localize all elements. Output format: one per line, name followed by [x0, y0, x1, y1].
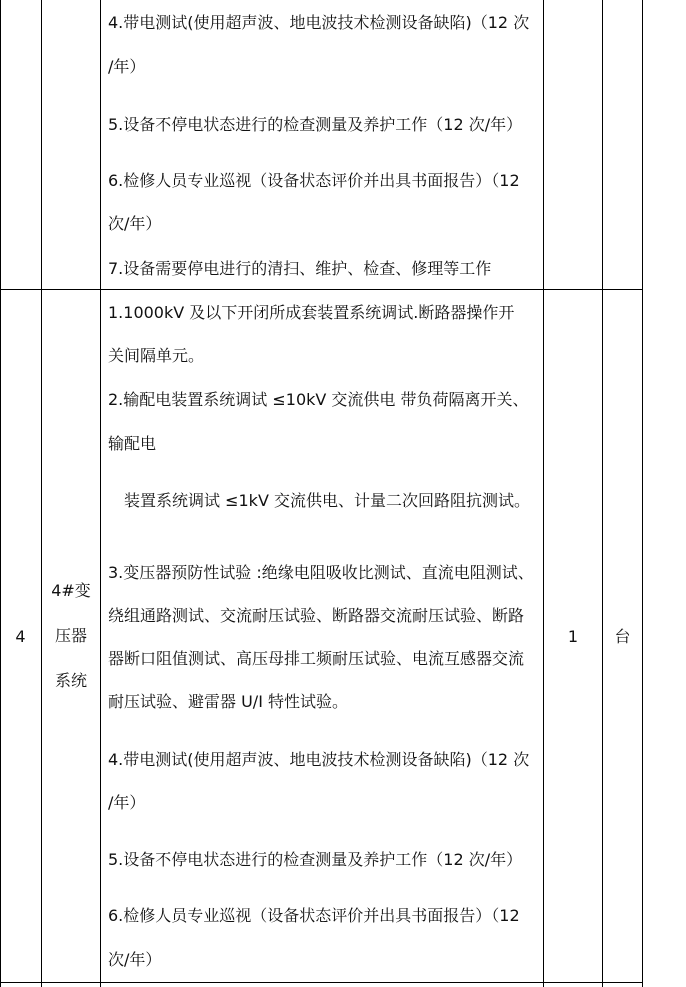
content-line: 绕组通路测试、交流耐压试验、断路器交流耐压试验、断路 — [108, 606, 525, 625]
table-col-divider — [41, 0, 42, 987]
row-index: 4 — [15, 627, 26, 646]
content-line: 2.输配电装置系统调试 ≤10kV 交流供电 带负荷隔离开关、 — [108, 390, 529, 409]
table-border-bottom — [0, 982, 643, 983]
content-line: 4.带电测试(使用超声波、地电波技术检测设备缺陷)（12 次 — [108, 750, 530, 769]
table-col-divider — [100, 0, 101, 987]
content-line: 3.变压器预防性试验 :绝缘电阻吸收比测试、直流电阻测试、 — [108, 563, 534, 582]
content-line: 4.带电测试(使用超声波、地电波技术检测设备缺陷)（12 次 — [108, 13, 530, 32]
content-line: /年） — [108, 793, 146, 812]
content-line: 器断口阻值测试、高压母排工频耐压试验、电流互感器交流 — [108, 649, 525, 668]
content-line: /年） — [108, 57, 146, 76]
row-quantity: 1 — [567, 627, 579, 646]
content-line: 次/年） — [108, 214, 162, 233]
table-col-divider — [602, 0, 603, 987]
content-line: 5.设备不停电状态进行的检查测量及养护工作（12 次/年） — [108, 115, 523, 134]
table-border-right — [642, 0, 643, 987]
content-line: 关间隔单元。 — [108, 346, 205, 365]
content-line: 6.检修人员专业巡视（设备状态评价并出具书面报告）（12 — [108, 171, 520, 190]
table-col-divider — [543, 0, 544, 987]
table-border-left — [0, 0, 1, 987]
content-line: 6.检修人员专业巡视（设备状态评价并出具书面报告）（12 — [108, 906, 520, 925]
content-line: 1.1000kV 及以下开闭所成套装置系统调试.断路器操作开 — [108, 303, 515, 322]
content-line: 7.设备需要停电进行的清扫、维护、检查、修理等工作 — [108, 259, 492, 278]
content-line: 输配电 — [108, 434, 157, 453]
row-unit: 台 — [614, 627, 631, 646]
content-line: 次/年） — [108, 950, 162, 969]
row-name-line: 系统 — [54, 671, 87, 690]
content-line: 5.设备不停电状态进行的检查测量及养护工作（12 次/年） — [108, 850, 523, 869]
content-line: 耐压试验、避雷器 U/I 特性试验。 — [108, 692, 348, 711]
row-name-line: 压器 — [54, 626, 87, 645]
content-line: 装置系统调试 ≤1kV 交流供电、计量二次回路阻抗测试。 — [124, 491, 530, 510]
row-name-line: 4#变 — [51, 581, 91, 600]
row-divider — [0, 289, 643, 290]
